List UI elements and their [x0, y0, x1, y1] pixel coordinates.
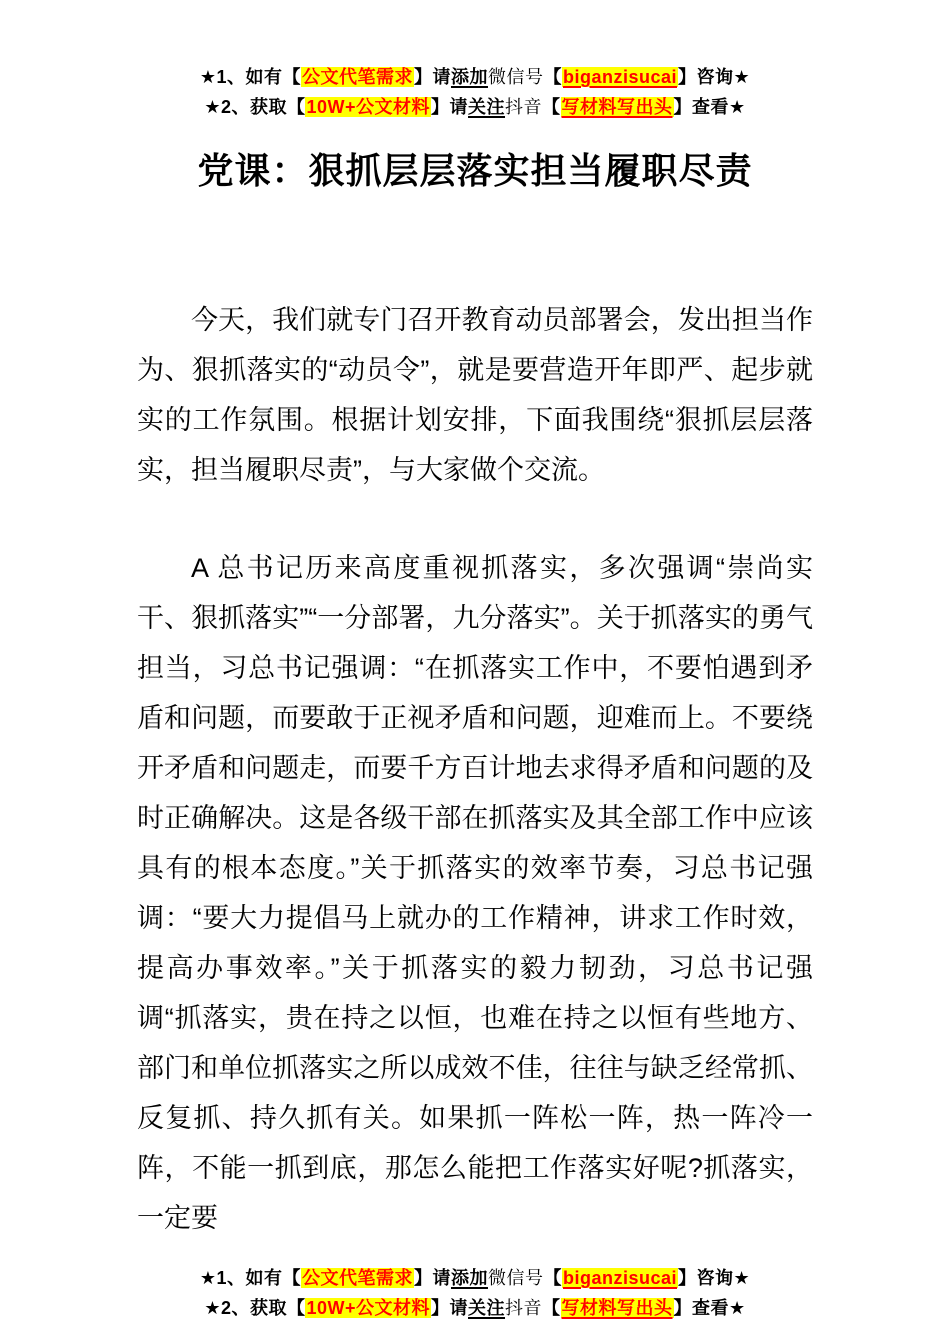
highlight-keyword: 公文代笔需求 [301, 1268, 413, 1288]
notice-line-2 [0, 92, 950, 122]
notice-text-prefix: ★2、获取【 [204, 97, 306, 117]
notice-text: 】请 [413, 1268, 451, 1288]
notice-line-1 [0, 1263, 950, 1293]
highlight-keyword: 10W+公文材料 [306, 1298, 431, 1318]
underlined-action-text: 关注 [468, 97, 506, 117]
underlined-action-text: 添加 [450, 67, 488, 87]
notice-text: 】请 [413, 67, 451, 87]
notice-text-prefix: ★1、如有【 [199, 67, 301, 87]
notice-bracket: 【 [543, 1268, 562, 1288]
highlight-keyword: 公文代笔需求 [301, 67, 413, 87]
highlight-account-name: 写材料写出头 [561, 97, 673, 117]
underlined-action-text: 关注 [468, 1298, 506, 1318]
notice-line-1 [0, 62, 950, 92]
underlined-action-text: 添加 [450, 1268, 488, 1288]
paragraph: A 总书记历来高度重视抓落实，多次强调“崇尚实干、狠抓落实”“一分部署，九分落实”。关于抓落实的勇气担当，习总书记强调：“在抓落实工作中，不要怕遇到矛盾和问题，而要敢于正视矛盾和问题，迎难而上。不要绕开矛盾和问题走，而要千方百计地去求得矛盾和问题的及时正确解决。这是各级干部在抓落实及其全部工作中应该具有的根本态度。”关于抓落实的效率节奏，习总书记强调：“要大力提倡马上就办的工作精神，讲求工作时效，提高办事效率。”关于抓落实的毅力韧劲，习总书记强调“抓落实，贵在持之以恒，也难在持之以恒有些地方、部门和单位抓落实之所以成效不佳，往往与缺乏经常抓、反复抓、持久抓有关。如果抓一阵松一阵，热一阵冷一阵，不能一抓到底，那怎么能把工作落实好呢?抓落实，一定要 [137, 553, 813, 1233]
notice-text-suffix: 】查看★ [673, 97, 746, 117]
notice-text-suffix: 】咨询★ [678, 1268, 751, 1288]
highlight-account-name: biganzisucai [562, 1268, 678, 1288]
notice-bracket: 【 [542, 1298, 561, 1318]
notice-text: 抖音 [505, 97, 543, 117]
highlight-account-name: biganzisucai [562, 67, 678, 87]
highlight-keyword: 10W+公文材料 [306, 97, 431, 117]
notice-bracket: 【 [543, 67, 562, 87]
notice-line-2 [0, 1293, 950, 1323]
notice-text: 】请 [431, 1298, 469, 1318]
page-title: 党课：狠抓层层落实担当履职尽责 [197, 150, 753, 191]
notice-text: 抖音 [505, 1298, 543, 1318]
paragraph: 今天，我们就专门召开教育动员部署会，发出担当作为、狠抓落实的“动员令”，就是要营造开年即严、起步就实的工作氛围。根据计划安排，下面我围绕“狠抓层层落实，担当履职尽责”，与大家做个交流。 [137, 305, 813, 485]
notice-text: 】请 [431, 97, 469, 117]
notice-banner-top [0, 0, 950, 122]
notice-text-prefix: ★1、如有【 [199, 1268, 301, 1288]
notice-text: 微信号 [487, 67, 544, 87]
notice-text: 微信号 [487, 1268, 544, 1288]
highlight-account-name: 写材料写出头 [561, 1298, 673, 1318]
document-body [137, 295, 813, 1243]
notice-text-suffix: 】查看★ [673, 1298, 746, 1318]
notice-text-prefix: ★2、获取【 [204, 1298, 306, 1318]
notice-banner-bottom [0, 1263, 950, 1323]
notice-text-suffix: 】咨询★ [678, 67, 751, 87]
notice-bracket: 【 [542, 97, 561, 117]
